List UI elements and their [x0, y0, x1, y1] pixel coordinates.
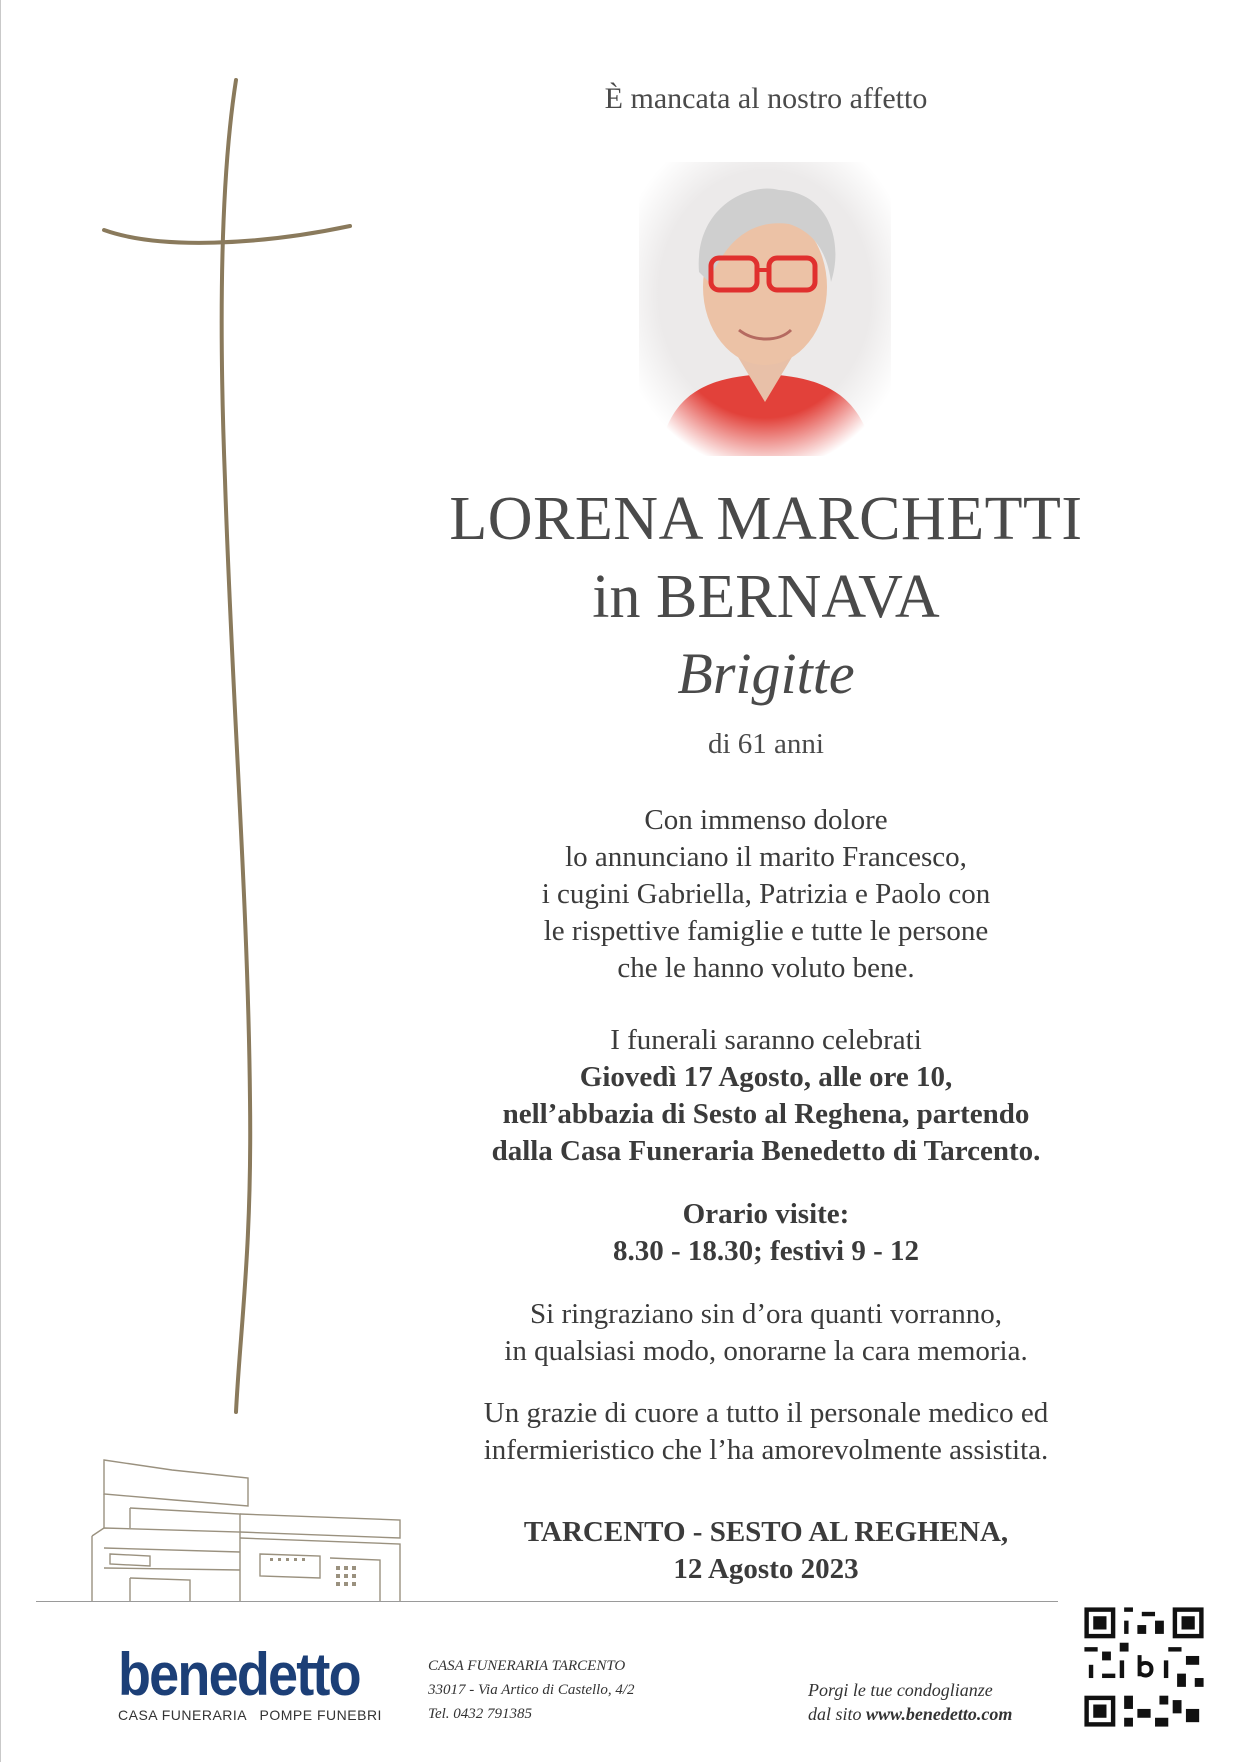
logo-subtitle: CASA FUNERARIA POMPE FUNEBRI — [118, 1707, 382, 1723]
building-illustration — [90, 1458, 410, 1602]
thanks-text — [396, 1296, 1136, 1370]
thanks-line: Si ringraziano sin d’ora quanti vorranno, — [530, 1298, 1002, 1330]
deceased-name: LORENA MARCHETTI — [449, 485, 1083, 553]
place-date — [396, 1514, 1136, 1588]
cross-icon — [0, 0, 400, 1420]
website-link[interactable]: www.benedetto.com — [866, 1704, 1013, 1724]
footer-divider — [36, 1601, 1058, 1602]
funeral-place: nell’abbazia di Sesto al Reghena, partendo — [502, 1098, 1030, 1130]
date-text: 12 Agosto 2023 — [673, 1553, 859, 1585]
nickname: Brigitte — [677, 641, 855, 706]
condolences-site-line — [808, 1702, 1012, 1726]
announcement-text — [396, 802, 1136, 987]
funeral-departure: dalla Casa Funeraria Benedetto di Tarcento. — [491, 1135, 1041, 1167]
announcement-line: le rispettive famiglie e tutte le persone — [543, 915, 989, 947]
funeral-date: Giovedì 17 Agosto, alle ore 10, — [579, 1061, 953, 1093]
visits-text — [396, 1196, 1136, 1270]
condolences-block — [808, 1678, 1012, 1726]
married-name: in BERNAVA — [592, 563, 940, 631]
address-street: 33017 - Via Artico di Castello, 4/2 — [428, 1682, 635, 1698]
address-phone: Tel. 0432 791385 — [428, 1706, 533, 1722]
visits-title: Orario visite: — [682, 1198, 850, 1230]
condolences-prefix: dal sito — [808, 1704, 867, 1724]
address-block — [428, 1654, 635, 1726]
staff-thanks-text — [396, 1395, 1136, 1469]
address-title: CASA FUNERARIA TARCENTO — [428, 1658, 626, 1674]
announcement-line: i cugini Gabriella, Patrizia e Paolo con — [541, 878, 991, 910]
thanks-line: in qualsiasi modo, onorarne la cara memoria. — [504, 1335, 1028, 1367]
staff-thanks-line: infermieristico che l’ha amorevolmente assistita. — [483, 1434, 1049, 1466]
announcement-line: che le hanno voluto bene. — [617, 952, 915, 984]
funeral-text — [396, 1022, 1136, 1170]
announcement-line: lo annunciano il marito Francesco, — [565, 841, 967, 873]
intro-text: È mancata al nostro affetto — [604, 82, 928, 115]
visits-hours: 8.30 - 18.30; festivi 9 - 12 — [612, 1235, 920, 1267]
condolences-line: Porgi le tue condoglianze — [808, 1680, 993, 1700]
portrait-illustration — [639, 162, 891, 456]
staff-thanks-line: Un grazie di cuore a tutto il personale medico ed — [483, 1397, 1049, 1429]
funeral-line: I funerali saranno celebrati — [610, 1024, 922, 1056]
place-text: TARCENTO - SESTO AL REGHENA, — [523, 1516, 1009, 1548]
portrait-photo — [639, 162, 891, 456]
announcement-line: Con immenso dolore — [644, 804, 888, 836]
qr-code-icon[interactable] — [1080, 1603, 1208, 1731]
benedetto-logo: benedetto — [118, 1641, 360, 1708]
age-text: di 61 anni — [708, 728, 824, 760]
